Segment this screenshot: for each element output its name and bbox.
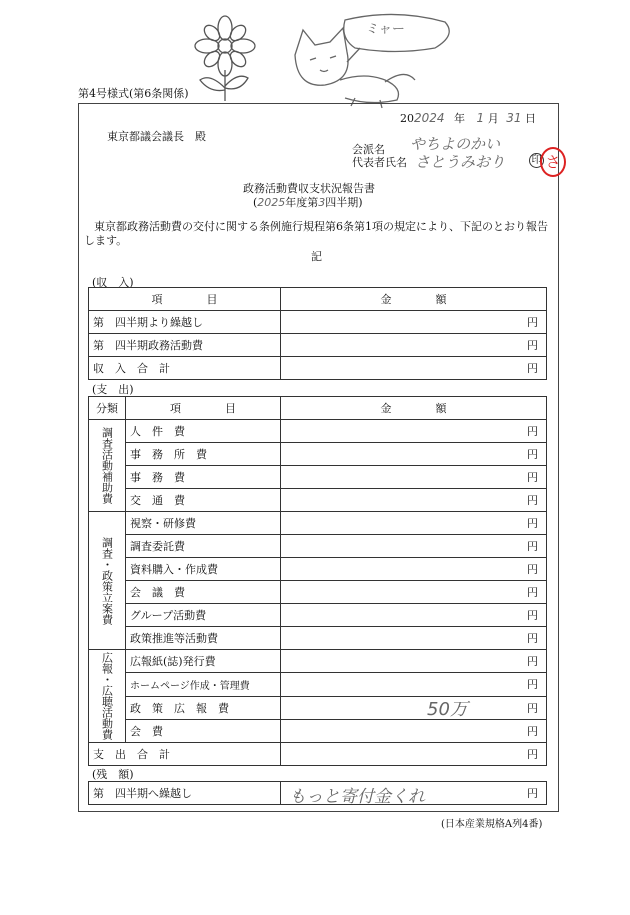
footer-note: (日本産業規格A列4番) [441,819,543,830]
expense-item-yen: 円 [281,604,547,627]
expense-col-item: 項 目 [126,397,281,420]
expense-total-label: 支 出 合 計 [89,743,281,766]
subtitle-suffix: 四半期) [325,196,363,209]
subtitle-mid: 年度第 [285,196,319,209]
fy-handwritten: 2025 [257,196,286,209]
table-row [89,743,547,766]
year-label: 年 [454,112,466,125]
party-handwritten: やちよのかい [410,135,501,153]
expense-item-yen: 円 [281,512,547,535]
expense-col-category: 分類 [89,397,126,420]
ki-label: 記 [311,250,322,263]
expense-item-yen: 円 [281,535,547,558]
expense-category [89,512,126,650]
speech-bubble-text: ミャー [365,22,404,37]
expense-item-yen: 円 [281,466,547,489]
seal-stamp: さ [540,147,566,177]
expense-item-label: ホームページ作成・管理費 [126,673,281,696]
table-row [89,558,547,581]
income-row-yen: 円 [281,334,547,357]
quarter-handwritten: 3 [318,196,326,209]
table-row [89,443,547,466]
expense-item-label: 調査委託費 [126,535,281,558]
table-row [89,719,547,742]
income-col-amount: 金 額 [281,288,547,311]
note-handwritten: もっと寄付金くれ [289,787,425,807]
day-value: 31 [506,111,522,125]
expense-item-yen: 円 [281,489,547,512]
amount-handwritten: 50万 [427,699,468,720]
income-row-yen: 円 [281,311,547,334]
document-subtitle [253,194,363,210]
expense-item-label: 視察・研修費 [126,512,281,535]
balance-row-yen: 円 [281,782,547,805]
expense-item-label: 政策推進等活動費 [126,627,281,650]
income-row-yen: 円 [281,357,547,380]
expense-total-yen: 円 [281,743,547,766]
table-row [89,627,547,650]
expense-item-yen: 円 [281,581,547,604]
recipient: 東京都議会議長 殿 [107,130,206,143]
table-row [89,420,547,443]
expense-item-label: 広報紙(誌)発行費 [126,650,281,673]
table-row [89,604,547,627]
expense-table [88,396,547,766]
subtitle-prefix: ( [253,196,258,209]
expense-item-label: 事 務 所 費 [126,443,281,466]
rep-handwritten: さとうみおり [415,153,506,171]
expense-item-yen: 円 [281,420,547,443]
date-line [400,110,536,126]
year-prefix: 20 [400,112,414,125]
expense-category [89,650,126,743]
expense-item-yen: 円 [281,627,547,650]
table-row [89,512,547,535]
expense-item-label: 会 議 費 [126,581,281,604]
month-value: 1 [476,111,485,125]
year-handwritten: 2024 [414,111,445,125]
expense-item-label: 会 費 [126,719,281,742]
seal-label: 印 [529,153,544,168]
month-label: 月 [487,112,499,125]
expense-item-label: 人 件 費 [126,420,281,443]
expense-item-yen: 円 [281,443,547,466]
income-row-label: 収 入 合 計 [89,357,281,380]
expense-section-label: (支 出) [92,383,134,396]
expense-item-yen: 円 [281,719,547,742]
expense-item-label: 政 策 広 報 費 [126,696,281,719]
income-col-item: 項 目 [89,288,281,311]
table-row [89,535,547,558]
table-row [89,311,547,334]
category-label: 調査活動補助費 [100,427,114,504]
table-row [89,696,547,719]
income-row-label: 第 四半期政務活動費 [89,334,281,357]
expense-category [89,420,126,512]
flower-doodle [180,8,270,103]
rep-label: 代表者氏名 [352,156,407,169]
day-label: 日 [524,112,536,125]
balance-row-label: 第 四半期へ繰越し [89,782,281,805]
table-row [89,466,547,489]
expense-item-yen: 円 [281,650,547,673]
category-label: 調査・政策立案費 [100,536,114,625]
expense-col-amount: 金 額 [281,397,547,420]
table-row [89,334,547,357]
expense-item-label: 事 務 費 [126,466,281,489]
intro-text: 東京都政務活動費の交付に関する条例施行規程第6条第1項の規定により、下記のとおり報告します。 [84,220,548,247]
balance-section-label: (残 額) [92,768,134,781]
income-table [88,287,547,380]
expense-item-yen: 円 [281,696,547,719]
form-id: 第4号様式(第6条関係) [78,87,189,100]
document-title: 政務活動費収支状況報告書 [243,182,375,195]
table-row [89,650,547,673]
expense-item-yen: 円 [281,673,547,696]
category-label: 広報・広聴活動費 [100,652,114,740]
expense-item-label: グループ活動費 [126,604,281,627]
table-row [89,673,547,696]
income-section-label: (収 入) [92,276,134,289]
table-row [89,581,547,604]
expense-item-yen: 円 [281,558,547,581]
income-row-label: 第 四半期より繰越し [89,311,281,334]
table-row [89,357,547,380]
table-row [89,489,547,512]
expense-item-label: 資料購入・作成費 [126,558,281,581]
party-label: 会派名 [352,143,385,156]
expense-item-label: 交 通 費 [126,489,281,512]
